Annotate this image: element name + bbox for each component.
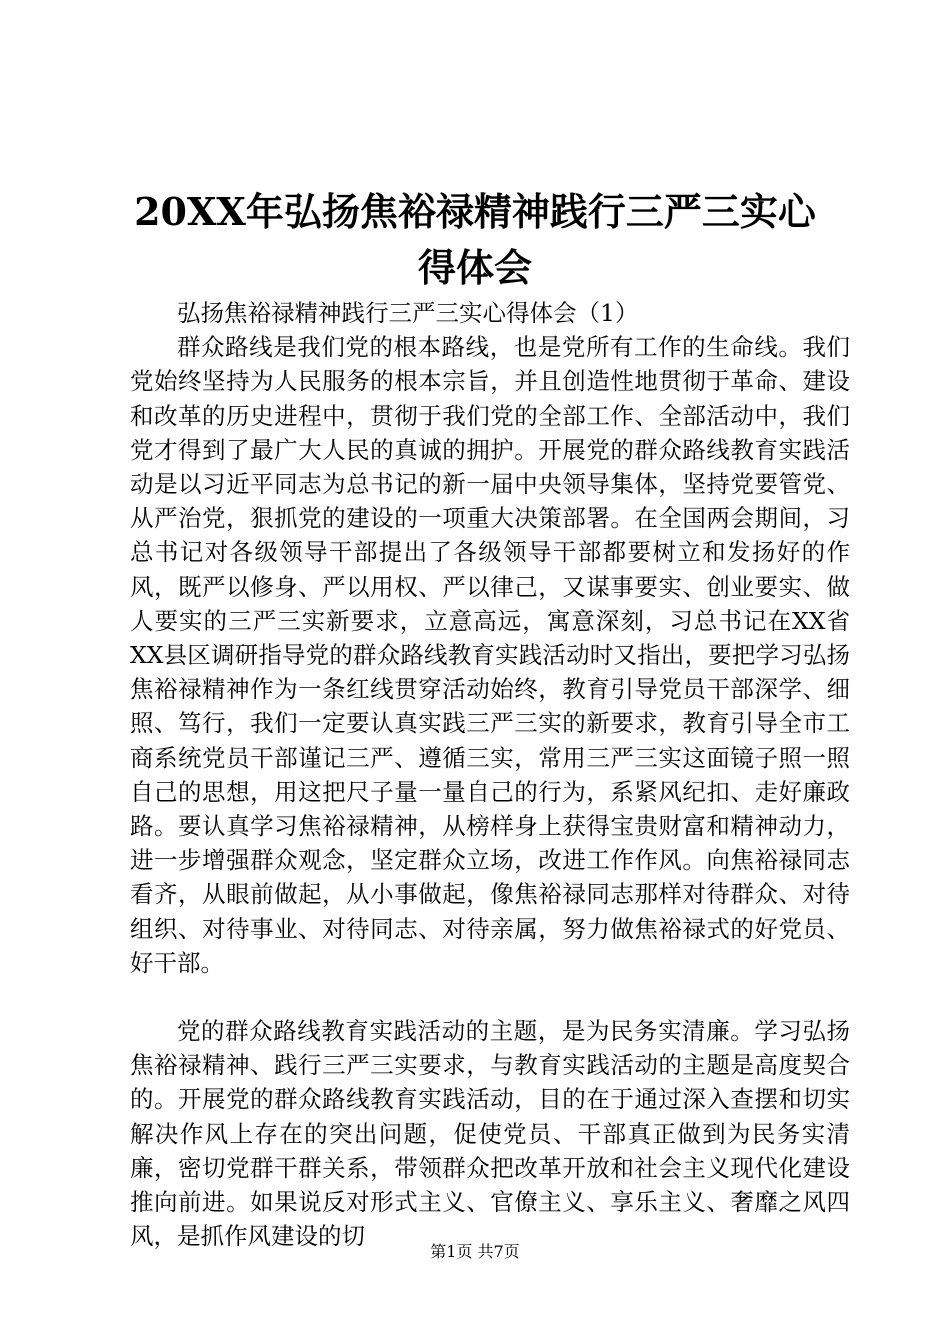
body-paragraph-2: 党的群众路线教育实践活动的主题，是为民务实清廉。学习弘扬焦裕禄精神、践行三严三实要求，与教育实践活动的主题是高度契合的。开展党的群众路线教育实践活动，目的在于通过深入查摆和切实解决作风上存在的突出问题，促使党员、干部真正做到为民务实清廉，密切党群干群关系，带领群众把改革开放和社会主义现代化建设推向前进。如果说反对形式主义、官僚主义、享乐主义、奢靡之风四风，是抓作风建设的切 xyxy=(130,1017,850,1251)
body-paragraph-1: 群众路线是我们党的根本路线，也是党所有工作的生命线。我们党始终坚持为人民服务的根本宗旨，并且创造性地贯彻于革命、建设和改革的历史进程中，贯彻于我们党的全部工作、全部活动中，我们党才得到了最广大人民的真诚的拥护。开展党的群众路线教育实践活动是以习近平同志为总书记的新一届中央领导集体，坚持党要管党、从严治党，狠抓党的建设的一项重大决策部署。在全国两会期间，习总书记对各级领导干部提出了各级领导干部都要树立和发扬好的作风，既严以修身、严以用权、严以律己，又谋事要实、创业要实、做人要实的三严三实新要求，立意高远，寓意深刻，习总书记在XX省XX县区调研指导党的群众路线教育实践活动时又指出，要把学习弘扬焦裕禄精神作为一条红线贯穿活动始终，教育引导党员干部深学、细照、笃行，我们一定要认真实践三严三实的新要求，教育引导全市工商系统党员干部谨记三严、遵循三实，常用三严三实这面镜子照一照自己的思想，用这把尺子量一量自己的行为，系紧风纪扣、走好廉政路。要认真学习焦裕禄精神，从榜样身上获得宝贵财富和精神动力，进一步增强群众观念，坚定群众立场，改进工作作风。向焦裕禄同志看齐，从眼前做起，从小事做起，像焦裕禄同志那样对待群众、对待组织、对待事业、对待同志、对待亲属，努力做焦裕禄式的好党员、好干部。 xyxy=(130,333,850,977)
document-body xyxy=(130,296,850,1253)
document-subtitle: 弘扬焦裕禄精神践行三严三实心得体会（1） xyxy=(177,299,639,327)
document-title: 20XX年弘扬焦裕禄精神践行三严三实心得体会 xyxy=(134,189,816,290)
page-number-footer: 第1页 共7页 xyxy=(430,1242,520,1261)
